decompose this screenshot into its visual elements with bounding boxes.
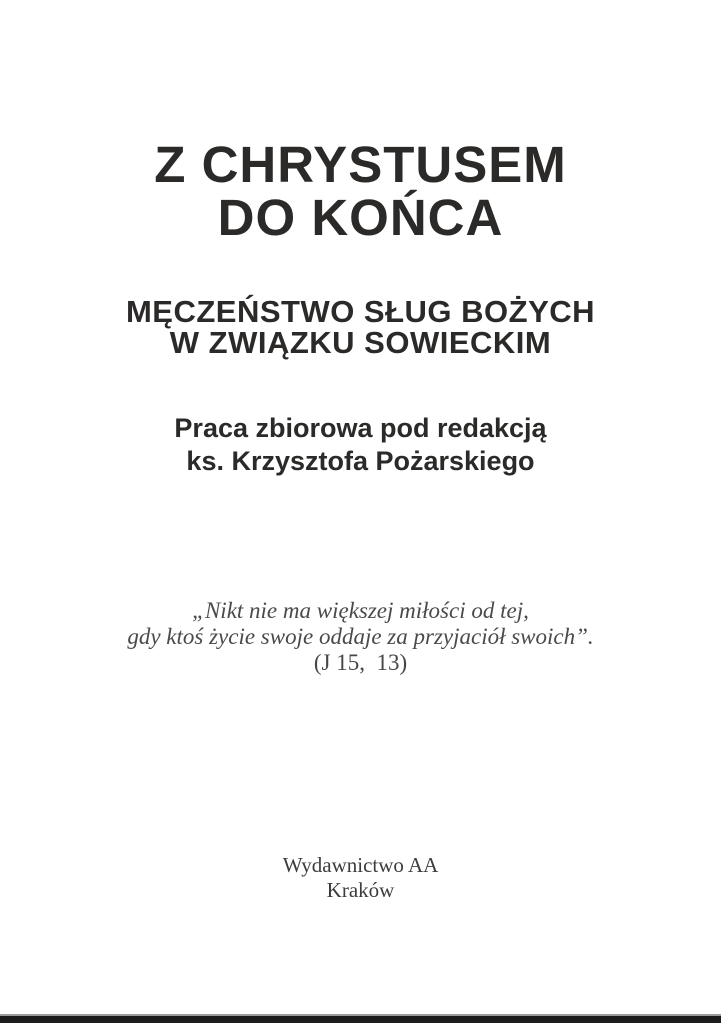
book-title-line-2: DO KOŃCA <box>217 189 504 246</box>
editors-credit <box>0 412 721 478</box>
book-title <box>0 138 721 244</box>
editors-credit-line-1: Praca zbiorowa pod redakcją <box>174 413 547 443</box>
publisher-name: Wydawnictwo AA <box>282 853 439 877</box>
bible-quote-line-2: gdy ktoś życie swoje oddaje za przyjaciół swoich”. <box>127 624 594 649</box>
scan-bottom-edge-artifact <box>0 1014 721 1023</box>
bible-quote-reference: (J 15, 13) <box>313 650 408 675</box>
book-subtitle <box>0 296 721 358</box>
publisher-city: Kraków <box>326 878 395 902</box>
book-title-line-1: Z CHRYSTUSEM <box>154 136 567 193</box>
book-subtitle-line-2: W ZWIĄZKU SOWIECKIM <box>169 325 552 360</box>
editors-credit-line-2: ks. Krzysztofa Pożarskiego <box>186 446 535 476</box>
bible-quote <box>0 598 721 676</box>
bible-quote-line-1: „Nikt nie ma większej miłości od tej, <box>192 598 529 623</box>
publisher-imprint <box>0 853 721 903</box>
book-subtitle-line-1: MĘCZEŃSTWO SŁUG BOŻYCH <box>125 294 596 329</box>
